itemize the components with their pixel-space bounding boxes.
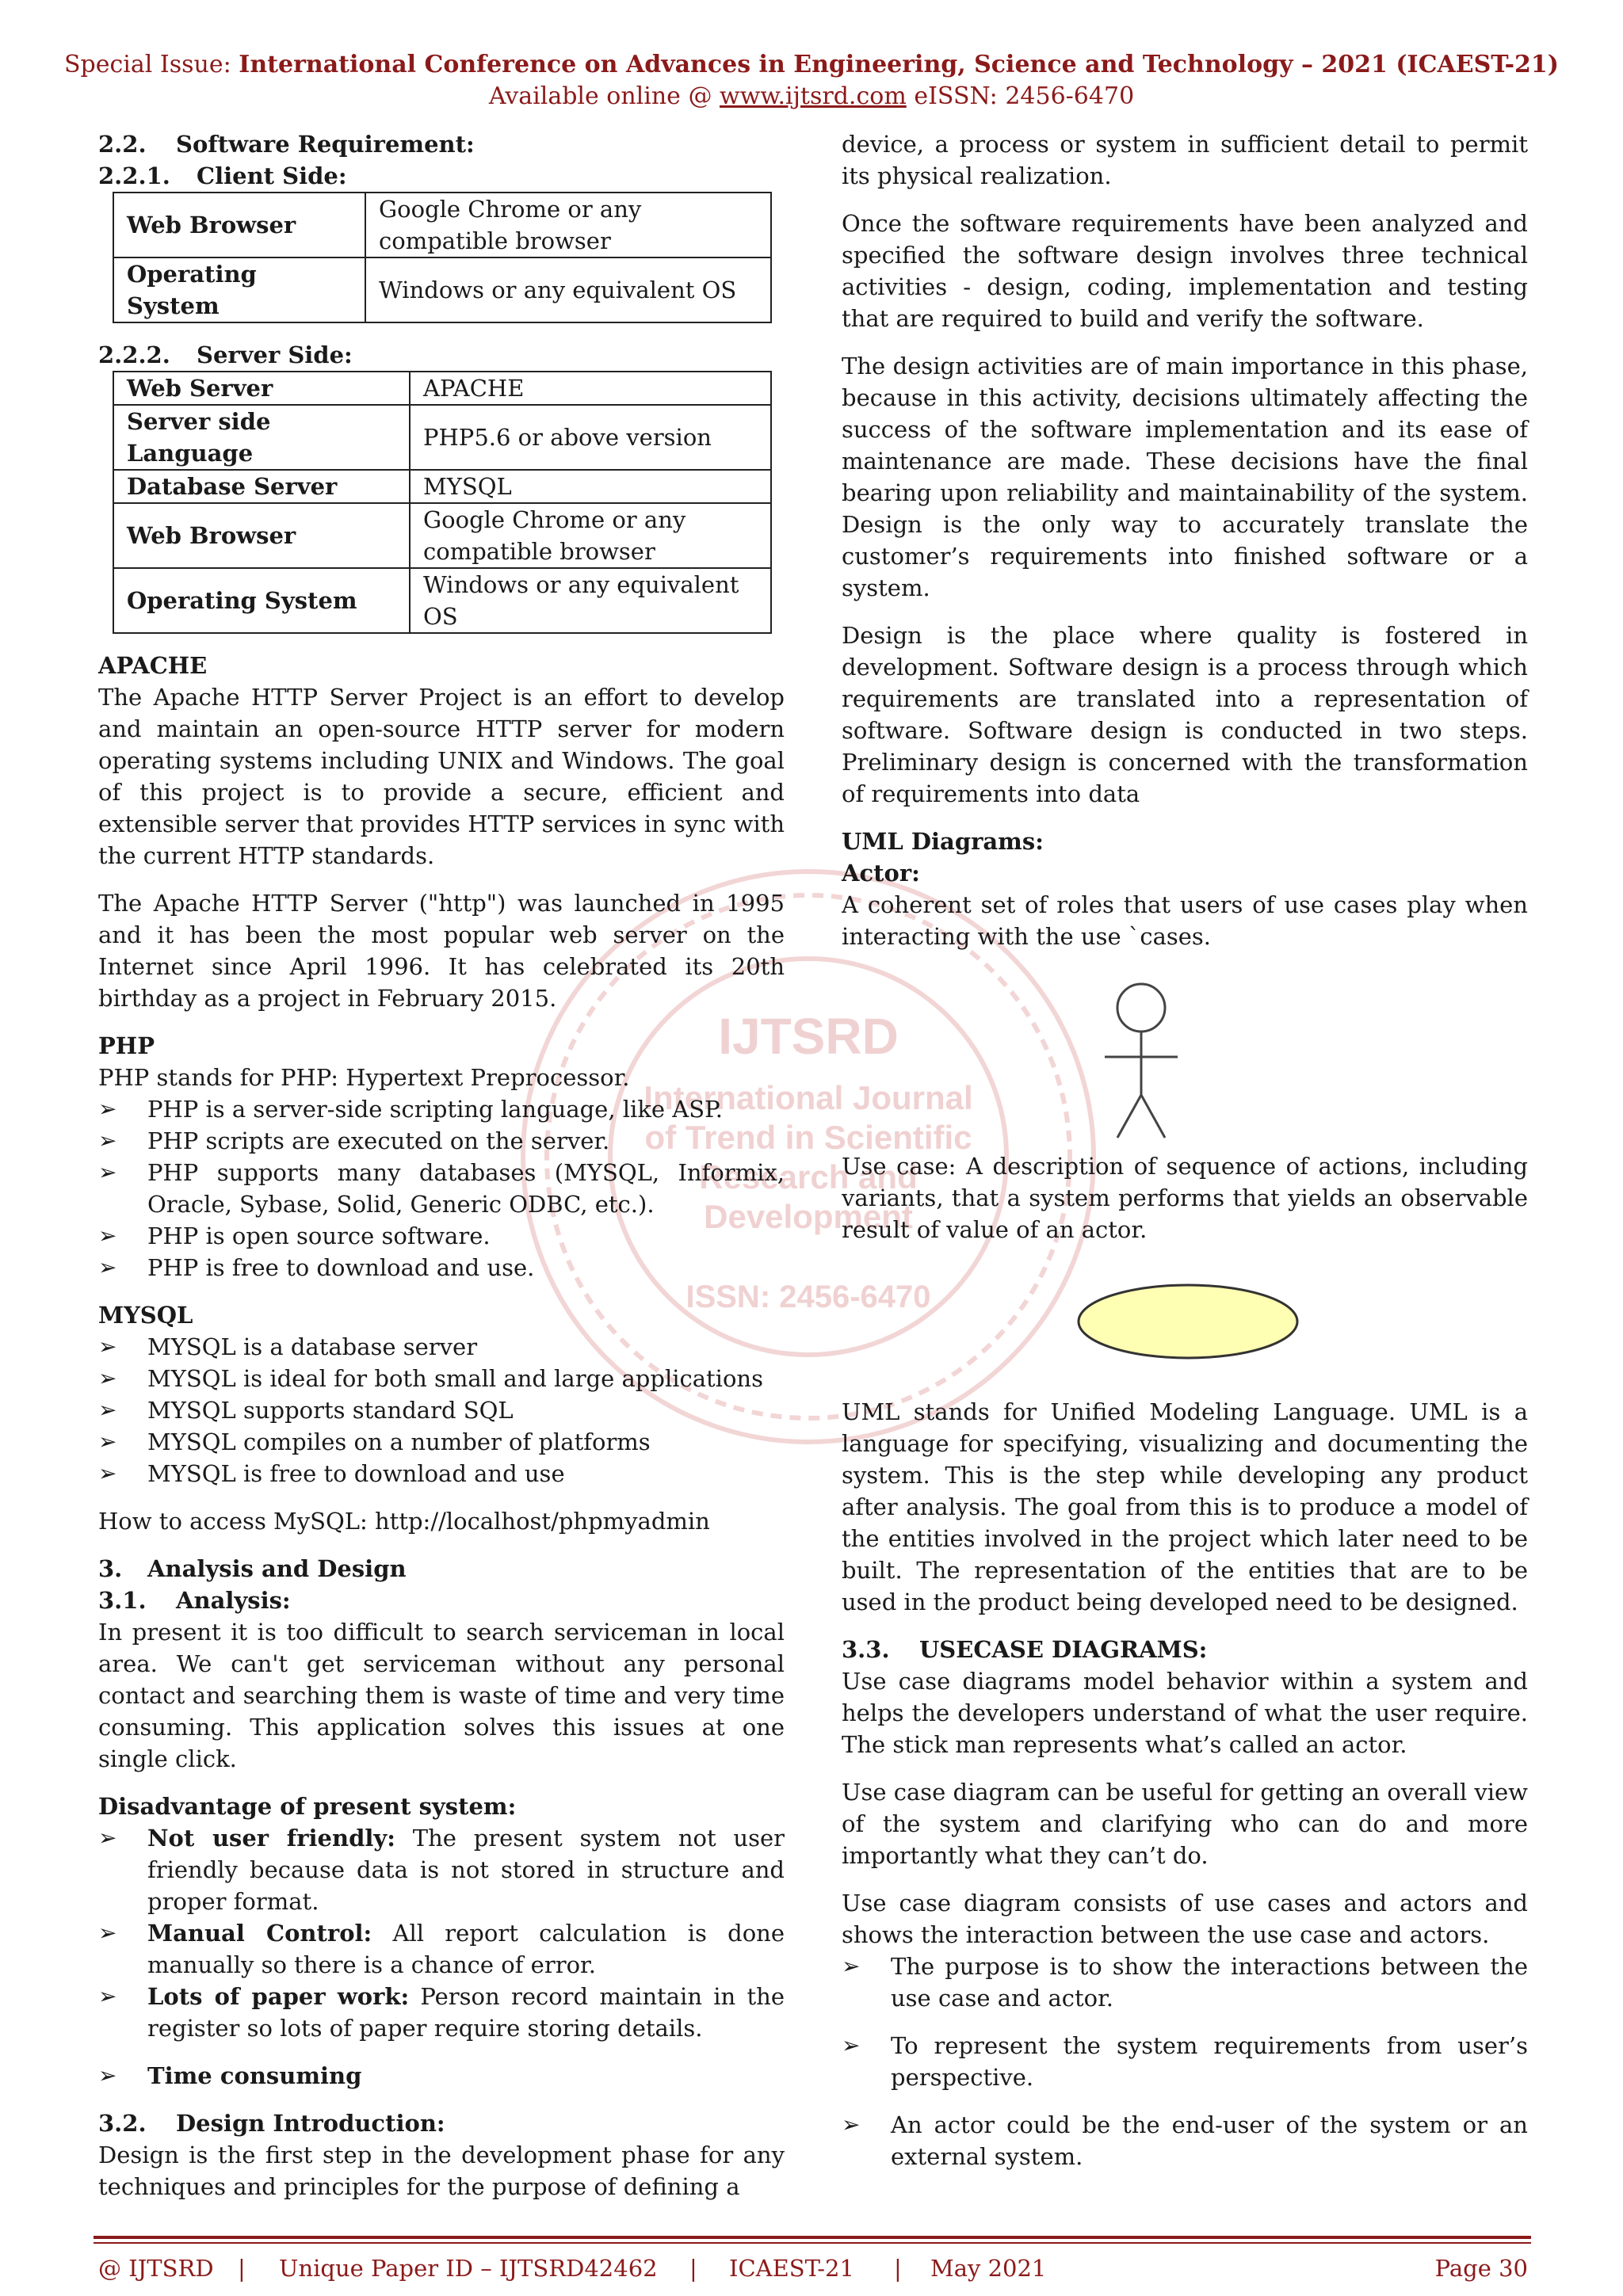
use-case-figure <box>842 1261 1528 1396</box>
apache-paragraph-2: The Apache HTTP Server ("http") was launched in 1995 and it has been the most popular web server on the Internet since April 1996. It has celebrated its 20th birthday as a project in February 2015. <box>98 890 785 1012</box>
usecase-paragraph-2: Use case diagram can be useful for getting an overall view of the system and clarifying who can do and more importantly what they can’t do. <box>842 1779 1528 1869</box>
table-row: Server side Language PHP5.6 or above version <box>113 405 771 470</box>
time-consuming-list <box>98 2060 785 2092</box>
php-heading: PHP <box>98 1032 155 1059</box>
footer-separator: | <box>689 2255 697 2282</box>
design-paragraph: Design is the first step in the development phase for any techniques and principles for the purpose of defining a <box>98 2142 785 2200</box>
mysql-access-text: How to access MySQL: http://localhost/phpmyadmin <box>98 1508 710 1535</box>
usecase-paragraph-3: Use case diagram consists of use cases and actors and shows the interaction between the use case and actors. <box>842 1890 1528 1948</box>
actor-figure <box>842 952 1528 1150</box>
footer-date: May 2021 <box>930 2255 1047 2282</box>
list-item: ➢ MYSQL is ideal for both small and large applications <box>98 1363 785 1394</box>
uml-heading: UML Diagrams: <box>842 828 1044 855</box>
list-item: ➢ MYSQL is free to download and use <box>98 1458 785 1489</box>
list-item: ➢ Lots of paper work: Person record maintain in the register so lots of paper require storing details. <box>98 1981 785 2044</box>
section-2-2-heading: 2.2. Software Requirement: <box>98 131 475 158</box>
list-item: ➢ The purpose is to show the interactions between the use case and actor. <box>842 1951 1528 2014</box>
watermark-text-1: IJTSRD <box>718 1008 899 1065</box>
software-requirements-paragraph: Once the software requirements have been analyzed and specified the software design involves three technical activities - design, coding, implementation and testing that are required to build and verify the software. <box>842 210 1528 332</box>
apache-heading: APACHE <box>98 652 208 679</box>
section-3-3-heading: 3.3. USECASE DIAGRAMS: <box>842 1636 1208 1663</box>
left-column <box>98 128 785 2218</box>
journal-link[interactable]: www.ijtsrd.com <box>720 82 907 110</box>
watermark-text-2: International Journal <box>643 1079 973 1116</box>
header-line-2: Available online @ www.ijtsrd.com eISSN: 2456-6470 <box>488 82 1135 110</box>
watermark-text-5: Development <box>704 1198 913 1235</box>
use-case-paragraph: Use case: A description of sequence of actions, including variants, that a system performs that yields an observable result of value of an actor. <box>842 1153 1528 1243</box>
stick-figure-icon <box>1094 981 1189 1147</box>
disadvantage-heading: Disadvantage of present system: <box>98 1793 517 1820</box>
footer-publisher: @ IJTSRD <box>98 2255 214 2282</box>
watermark-text-4: Research and <box>699 1158 918 1196</box>
uml-paragraph: UML stands for Unified Modeling Language. UML is a language for specifying, visualizing and documenting the system. This is the step while developing any product after analysis. The goal from this is to produce a model of the entities involved in the project which later need to be built. The representation of the entities that are to be used in the product being developed need to be designed. <box>842 1398 1528 1615</box>
usecase-list <box>842 1951 1528 2172</box>
table-row: Database Server MYSQL <box>113 470 771 503</box>
php-intro: PHP stands for PHP: Hypertext Preprocessor. <box>98 1064 630 1091</box>
section-2-2-2-heading: 2.2.2. Server Side: <box>98 341 353 368</box>
list-item: ➢ PHP supports many databases (MYSQL, Informix, Oracle, Sybase, Solid, Generic ODBC, etc.). <box>98 1157 785 1220</box>
list-item: ➢ PHP is a server-side scripting language, like ASP. <box>98 1093 785 1125</box>
analysis-paragraph: In present it is too difficult to search serviceman in local area. We can't get serviceman without any personal contact and searching them is waste of time and very time consuming. This application solves this issues at one single click. <box>98 1619 785 1772</box>
footer-divider-thin <box>94 2242 1531 2244</box>
design-quality-paragraph: Design is the place where quality is fostered in development. Software design is a process through which requirements are translated into a representation of software. Software design is conducted in two steps. Preliminary design is concerned with the transformation of requirements into data <box>842 622 1528 807</box>
table-row: Operating System Windows or any equivalent OS <box>113 257 771 322</box>
page-footer <box>98 2252 1528 2285</box>
actor-heading: Actor: <box>842 860 920 887</box>
watermark-text-6: ISSN: 2456-6470 <box>685 1280 931 1314</box>
footer-divider <box>94 2236 1531 2239</box>
disadvantage-list <box>98 1822 785 2044</box>
mysql-list <box>98 1331 785 1489</box>
list-item: ➢ MYSQL is a database server <box>98 1331 785 1363</box>
section-3-heading: 3. Analysis and Design <box>98 1555 407 1582</box>
table-row: Web Server APACHE <box>113 372 771 405</box>
list-item: ➢ Time consuming <box>98 2060 785 2092</box>
table-row: Web Browser Google Chrome or any compatible browser <box>113 503 771 568</box>
page-header <box>0 49 1623 113</box>
server-side-table <box>113 371 772 634</box>
list-item: ➢ To represent the system requirements from user’s perspective. <box>842 2030 1528 2093</box>
list-item: ➢ PHP is free to download and use. <box>98 1252 785 1283</box>
page-number: Page 30 <box>1434 2255 1528 2282</box>
list-item: ➢ Not user friendly: The present system not user friendly because data is not stored in structure and proper format. <box>98 1822 785 1917</box>
apache-paragraph-1: The Apache HTTP Server Project is an effort to develop and maintain an open-source HTTP server for modern operating systems including UNIX and Windows. The goal of this project is to provide a secure, efficient and extensible server that provides HTTP services in sync with the current HTTP standards. <box>98 684 785 869</box>
right-column <box>842 128 1528 2188</box>
header-line-1: Special Issue: International Conference on Advances in Engineering, Science and Technology – 2021 (ICAEST-21) <box>63 51 1559 78</box>
footer-separator: | <box>238 2255 246 2282</box>
conference-title: International Conference on Advances in Engineering, Science and Technology – 2021 (ICAEST-21) <box>239 51 1559 78</box>
section-3-1-heading: 3.1. Analysis: <box>98 1587 291 1614</box>
php-list <box>98 1093 785 1283</box>
footer-separator: | <box>894 2255 902 2282</box>
use-case-ellipse-icon <box>1073 1280 1303 1363</box>
footer-paper-id: Unique Paper ID – IJTSRD42462 <box>279 2255 658 2282</box>
mysql-heading: MYSQL <box>98 1302 193 1329</box>
client-side-table <box>113 192 772 323</box>
actor-paragraph: A coherent set of roles that users of use cases play when interacting with the use `cases. <box>842 891 1528 950</box>
design-activities-paragraph: The design activities are of main importance in this phase, because in this activity, decisions ultimately affecting the success of the software implementation and its ease of maintenance are made. These decisions have the final bearing upon reliability and maintainability of the system. Design is the only way to accurately translate the customer’s requirements into finished software or a system. <box>842 353 1528 601</box>
list-item: ➢ PHP scripts are executed on the server. <box>98 1125 785 1157</box>
section-3-2-heading: 3.2. Design Introduction: <box>98 2110 445 2137</box>
list-item: ➢ Manual Control: All report calculation is done manually so there is a chance of error. <box>98 1917 785 1981</box>
list-item: ➢ MYSQL supports standard SQL <box>98 1394 785 1426</box>
table-row: Web Browser Google Chrome or any compatible browser <box>113 193 771 257</box>
watermark-text-3: of Trend in Scientific <box>644 1119 972 1156</box>
design-continued-paragraph: device, a process or system in sufficient detail to permit its physical realization. <box>842 131 1528 189</box>
list-item: ➢ MYSQL compiles on a number of platforms <box>98 1426 785 1458</box>
list-item: ➢ An actor could be the end-user of the system or an external system. <box>842 2109 1528 2172</box>
footer-conference: ICAEST-21 <box>729 2255 854 2282</box>
list-item: ➢ PHP is open source software. <box>98 1220 785 1252</box>
section-2-2-1-heading: 2.2.1. Client Side: <box>98 162 347 189</box>
usecase-paragraph-1: Use case diagrams model behavior within a system and helps the developers understand of what the user require. The stick man represents what’s called an actor. <box>842 1668 1528 1758</box>
table-row: Operating System Windows or any equivalent OS <box>113 568 771 633</box>
